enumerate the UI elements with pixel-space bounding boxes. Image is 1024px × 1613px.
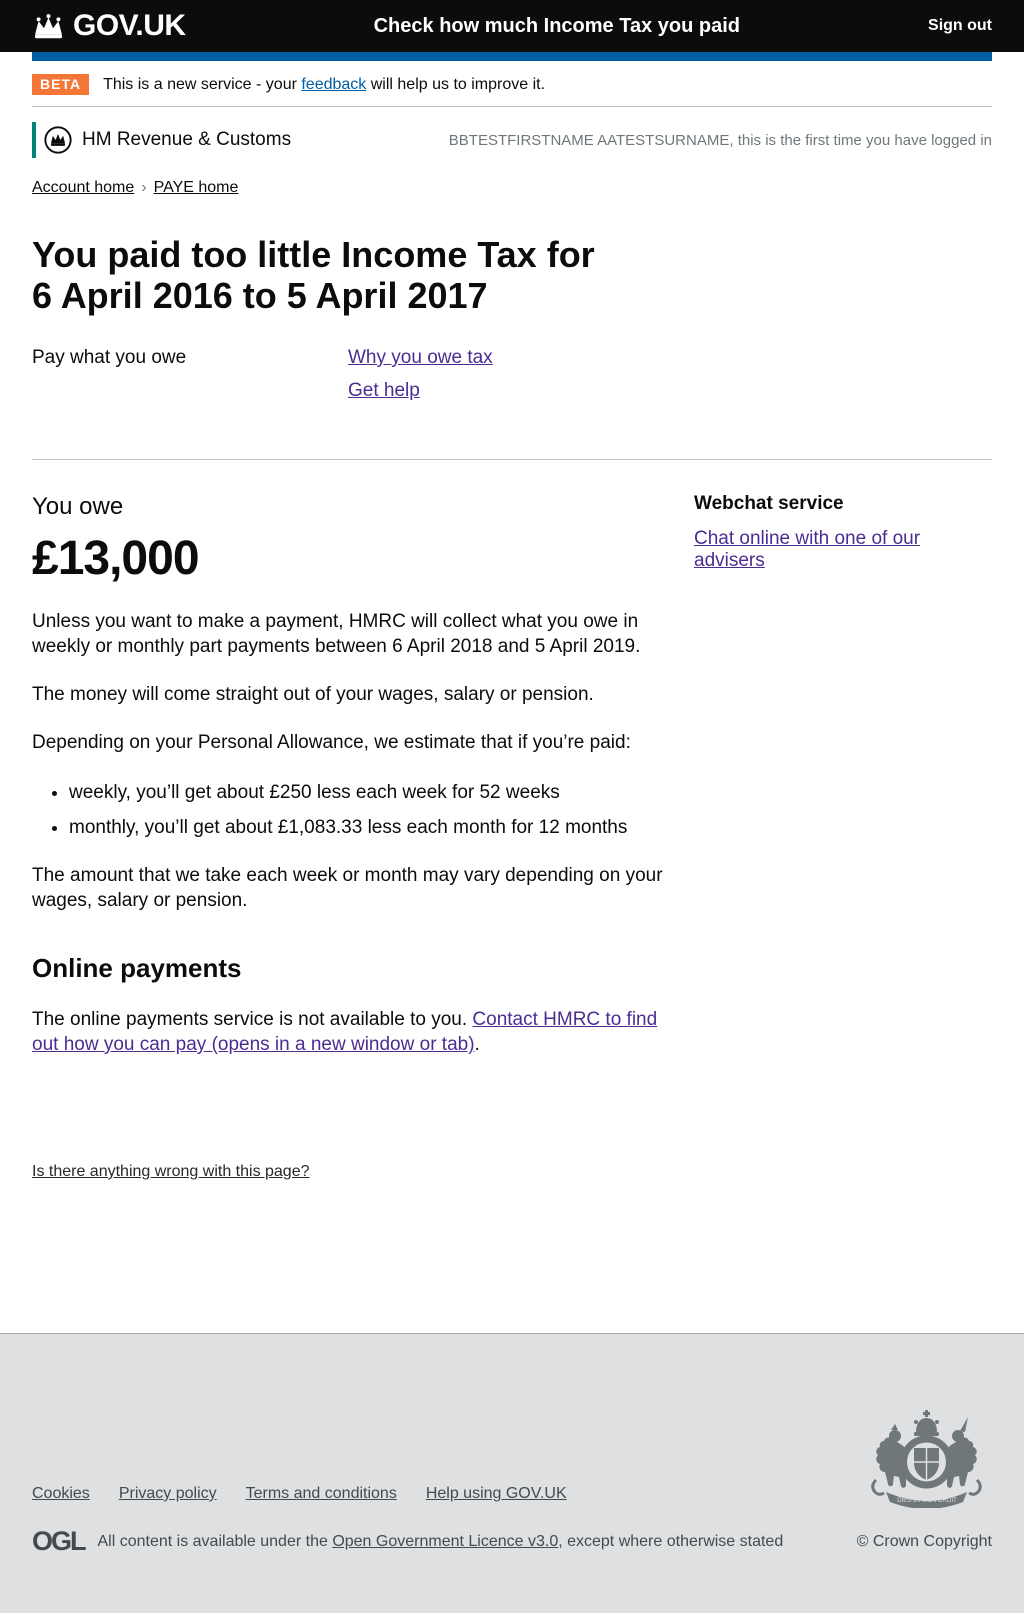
crown-icon xyxy=(32,13,65,40)
footer-link-cookies[interactable]: Cookies xyxy=(32,1485,90,1502)
breadcrumb xyxy=(32,179,992,197)
crest-motto: DIEU ET MON DROIT xyxy=(897,1498,957,1504)
footer-link-help[interactable]: Help using GOV.UK xyxy=(425,1485,567,1502)
breadcrumb-paye-home[interactable]: PAYE home xyxy=(153,179,239,196)
feedback-link[interactable]: feedback xyxy=(301,75,367,93)
crown-copyright: © Crown Copyright xyxy=(856,1532,992,1550)
list-item-weekly: • weekly, you’ll get about £250 less each week for 52 weeks xyxy=(69,780,668,805)
govuk-logo[interactable] xyxy=(32,9,186,43)
beta-text-suffix: will help us to improve it. xyxy=(366,75,546,93)
webchat-panel xyxy=(694,493,992,1333)
online-payments-paragraph xyxy=(32,1007,668,1057)
page-title xyxy=(32,234,992,316)
beta-banner xyxy=(32,61,992,107)
paragraph-vary: The amount that we take each week or month may vary depending on your wages, salary or pension. xyxy=(32,865,663,911)
service-title: Check how much Income Tax you paid xyxy=(373,14,740,37)
online-payments-heading: Online payments xyxy=(32,953,242,983)
footer-links xyxy=(32,1485,992,1503)
footer-link-terms[interactable]: Terms and conditions xyxy=(245,1485,397,1502)
tab-pay-what-you-owe: Pay what you owe xyxy=(32,347,187,368)
estimate-list xyxy=(32,780,668,840)
paragraph-allowance: Depending on your Personal Allowance, we estimate that if you’re paid: xyxy=(32,732,631,753)
ogl-icon: OGL xyxy=(32,1526,85,1556)
org-name: HM Revenue & Customs xyxy=(82,129,292,150)
contact-hmrc-link[interactable]: Contact HMRC to find out how you can pay (opens in a new window or tab) xyxy=(32,1009,658,1055)
govuk-logo-text: GOV.UK xyxy=(73,9,186,42)
beta-text xyxy=(103,76,545,94)
breadcrumb-separator: › xyxy=(141,179,147,196)
footer xyxy=(0,1333,1024,1613)
sign-out-link[interactable]: Sign out xyxy=(928,17,992,34)
online-payments-suffix: . xyxy=(474,1034,480,1055)
licence-prefix: All content is available under the xyxy=(97,1532,333,1550)
global-header xyxy=(0,0,1024,52)
owe-amount: £13,000 xyxy=(32,532,199,585)
footer-link-privacy[interactable]: Privacy policy xyxy=(118,1485,217,1502)
royal-coat-of-arms-icon xyxy=(864,1410,990,1513)
owe-label: You owe xyxy=(32,493,124,520)
why-you-owe-tax-link[interactable]: Why you owe tax xyxy=(348,347,493,368)
webchat-title: Webchat service xyxy=(694,493,844,514)
online-payments-prefix: The online payments service is not available to you. xyxy=(32,1009,473,1030)
page-title-line2: 6 April 2016 to 5 April 2017 xyxy=(32,275,488,316)
section-divider xyxy=(32,459,992,460)
get-help-link[interactable]: Get help xyxy=(348,380,420,401)
wrong-page-link[interactable]: Is there anything wrong with this page? xyxy=(32,1163,310,1180)
unicorn-figure xyxy=(946,1417,981,1494)
list-item-monthly: • monthly, you’ll get about £1,083.33 less each month for 12 months xyxy=(69,815,668,840)
ogl-licence-link[interactable]: Open Government Licence v3.0 xyxy=(332,1532,559,1550)
paragraph-collection: Unless you want to make a payment, HMRC will collect what you owe in weekly or monthly part payments between 6 April 2018 and 5 April 2019. xyxy=(32,611,641,657)
beta-text-prefix: This is a new service - your xyxy=(103,75,302,93)
main-content xyxy=(32,493,694,1333)
licence-suffix: , except where otherwise stated xyxy=(558,1532,784,1550)
hmrc-crown-icon xyxy=(43,125,73,155)
login-status: BBTESTFIRSTNAME AATESTSURNAME, this is the first time you have logged in xyxy=(448,131,992,149)
organisation-header xyxy=(32,122,992,158)
hmrc-logo xyxy=(32,122,291,158)
lion-figure xyxy=(873,1424,908,1494)
licence-text xyxy=(98,1533,784,1551)
page-title-line1: You paid too little Income Tax for xyxy=(32,234,595,275)
breadcrumb-account-home[interactable]: Account home xyxy=(32,179,135,196)
header-blue-bar xyxy=(32,52,992,61)
beta-badge: BETA xyxy=(32,74,89,95)
sub-navigation xyxy=(32,347,992,402)
paragraph-wages: The money will come straight out of your wages, salary or pension. xyxy=(32,684,594,705)
webchat-link[interactable]: Chat online with one of our advisers xyxy=(694,528,921,571)
